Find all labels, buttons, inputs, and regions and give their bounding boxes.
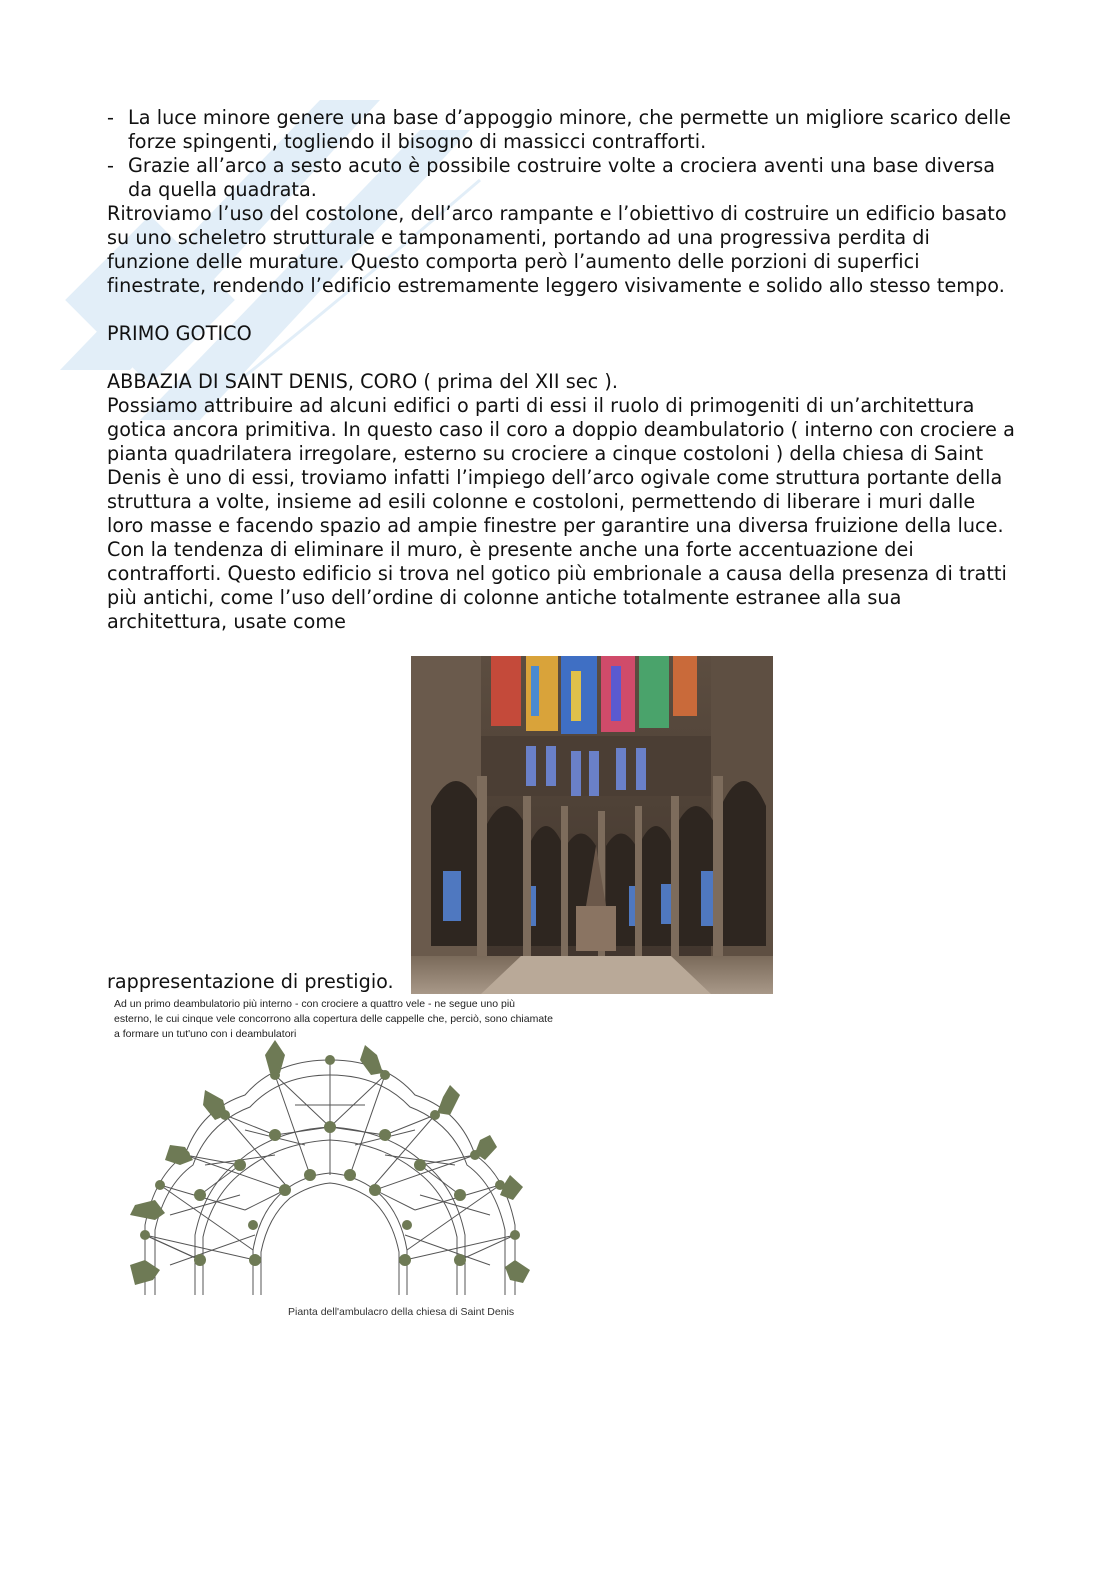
bullet-item (107, 154, 1017, 202)
subheading: ABBAZIA DI SAINT DENIS, CORO ( prima del XII sec ). (107, 370, 619, 393)
choir-photo (411, 656, 773, 994)
paragraph-costolone: Ritroviamo l’uso del costolone, dell’arco rampante e l’obiettivo di costruire un edificio basato su uno scheletro strutturale e tamponamenti, portando ad una progressiva perdita di funzione delle murature. Questo comporta però l’aumento delle porzioni di superfici finestrate, rendendo l’edificio estremamente leggero visivamente e solido allo stesso tempo. (107, 202, 1007, 297)
plan-caption-bottom: Pianta dell'ambulacro della chiesa di Saint Denis (288, 1306, 515, 1318)
bullet-text: Grazie all’arco a sesto acuto è possibile costruire volte a crociera aventi una base diversa da quella quadrata. (128, 154, 996, 201)
bullet-marker: - (107, 154, 114, 177)
bullet-marker: - (107, 106, 114, 129)
plan-caption-top: Ad un primo deambulatorio più interno - con crociere a quattro vele - ne segue uno più esterno, le cui cinque vele concorrono alla copertura delle cappelle che, perciò, sono chiamate a formare un tut'uno con i deambulatori (114, 998, 553, 1040)
paragraph-end: rappresentazione di prestigio. (107, 970, 394, 993)
bullet-text: La luce minore genere una base d’appoggio minore, che permette un migliore scarico delle forze spingenti, togliendo il bisogno di massicci contrafforti. (128, 106, 1011, 153)
ambulatory-plan-diagram (125, 1035, 535, 1300)
paragraph-saint-denis: Possiamo attribuire ad alcuni edifici o parti di essi il ruolo di primogeniti di un’architettura gotica ancora primitiva. In questo caso il coro a doppio deambulatorio ( interno con crociere a pianta quadrilatera irregolare, esterno su crociere a cinque costoloni ) della chiesa di Saint Denis è uno di essi, troviamo infatti l’impiego dell’arco ogivale come struttura portante della struttura a volte, insieme ad esili colonne e costoloni, permettendo di liberare i muri dalle loro masse e facendo spazio ad ampie finestre per garantire una diversa fruizione della luce. Con la tendenza di eliminare il muro, è presente anche una forte accentuazione dei contrafforti. Questo edificio si trova nel gotico più embrionale a causa della presenza di tratti più antichi, come l’uso dell’ordine di colonne antiche totalmente estranee alla sua architettura, usate come (107, 394, 1015, 633)
body-text (107, 106, 1017, 634)
section-heading: PRIMO GOTICO (107, 322, 252, 345)
bullet-item (107, 106, 1017, 154)
